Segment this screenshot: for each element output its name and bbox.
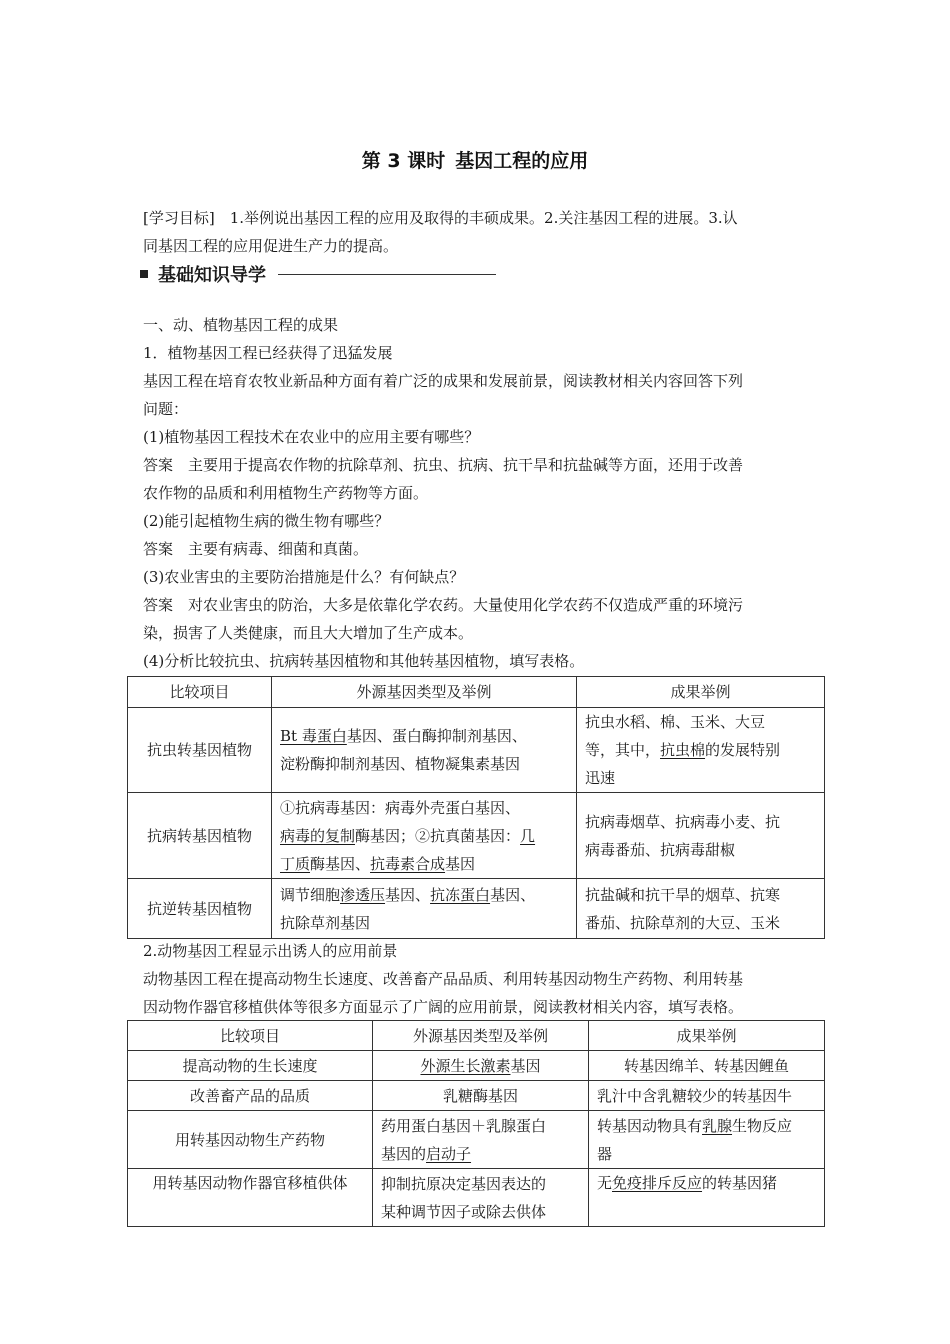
heading-1-1: 1．植物基因工程已经获得了迅猛发展 xyxy=(143,344,393,362)
row-item: 抗逆转基因植物 xyxy=(128,879,272,939)
row-genes: ①抗病毒基因：病毒外壳蛋白基因、 病毒的复制酶基因；②抗真菌基因：几 丁质酶基因、抗毒素合成基因 xyxy=(272,793,577,879)
row-result: 无免疫排斥反应的转基因猪 xyxy=(589,1169,825,1227)
page-title xyxy=(0,146,950,173)
row-item: 提高动物的生长速度 xyxy=(128,1051,373,1081)
row-result: 抗病毒烟草、抗病毒小麦、抗 病毒番茄、抗病毒甜椒 xyxy=(577,793,825,879)
row-item: 抗病转基因植物 xyxy=(128,793,272,879)
table-row xyxy=(128,793,825,879)
row-item: 抗虫转基因植物 xyxy=(128,708,272,793)
row-result: 转基因动物具有乳腺生物反应 器 xyxy=(589,1111,825,1169)
heading-1: 一、动、植物基因工程的成果 xyxy=(143,316,339,334)
table-header-row xyxy=(128,677,825,708)
answer-2: 答案 主要有病毒、细菌和真菌。 xyxy=(143,540,369,558)
intro-text: 问题： xyxy=(143,400,189,418)
intro-text: 动物基因工程在提高动物生长速度、改善畜产品品质、利用转基因动物生产药物、利用转基 xyxy=(143,970,744,988)
square-bullet-icon xyxy=(140,270,148,278)
table-row xyxy=(128,1051,825,1081)
lesson-number: 第 3 课时 xyxy=(361,150,446,172)
objectives-line2: 同基因工程的应用促进生产力的提高。 xyxy=(143,237,399,255)
lesson-topic: 基因工程的应用 xyxy=(455,150,589,172)
table-header: 成果举例 xyxy=(577,677,825,708)
section-heading-label: 基础知识导学 xyxy=(158,265,266,286)
table-header: 外源基因类型及举例 xyxy=(373,1021,589,1051)
answer-1: 答案 主要用于提高农作物的抗除草剂、抗虫、抗病、抗干旱和抗盐碱等方面，还用于改善 xyxy=(143,456,744,474)
question-3: (3)农业害虫的主要防治措施是什么？有何缺点？ xyxy=(143,568,465,586)
objectives-line1: 1.举例说出基因工程的应用及取得的丰硕成果。2.关注基因工程的进展。3.认 xyxy=(229,209,738,227)
question-1: (1)植物基因工程技术在农业中的应用主要有哪些？ xyxy=(143,428,480,446)
table-row xyxy=(128,1081,825,1111)
table-header: 比较项目 xyxy=(128,1021,373,1051)
objectives-label: [学习目标] xyxy=(143,209,215,227)
row-genes: 外源生长激素基因 xyxy=(373,1051,589,1081)
row-result: 抗虫水稻、棉、玉米、大豆 等，其中，抗虫棉的发展特别 迅速 xyxy=(577,708,825,793)
row-result: 抗盐碱和抗干旱的烟草、抗寒 番茄、抗除草剂的大豆、玉米 xyxy=(577,879,825,939)
question-2: (2)能引起植物生病的微生物有哪些？ xyxy=(143,512,390,530)
section-heading xyxy=(140,260,496,288)
plant-gene-table xyxy=(127,676,825,939)
row-genes: 乳糖酶基因 xyxy=(373,1081,589,1111)
animal-gene-table xyxy=(127,1020,825,1227)
table-row xyxy=(128,1169,825,1227)
row-result: 转基因绵羊、转基因鲤鱼 xyxy=(589,1051,825,1081)
table-row xyxy=(128,708,825,793)
row-genes: 抑制抗原决定基因表达的 某种调节因子或除去供体 xyxy=(373,1169,589,1227)
table-header-row xyxy=(128,1021,825,1051)
row-item: 用转基因动物作器官移植供体 xyxy=(128,1169,373,1227)
answer-3: 染，损害了人类健康，而且大大增加了生产成本。 xyxy=(143,624,474,642)
table-row xyxy=(128,879,825,939)
table-header: 比较项目 xyxy=(128,677,272,708)
heading-divider xyxy=(278,274,496,275)
row-genes: 调节细胞渗透压基因、抗冻蛋白基因、 抗除草剂基因 xyxy=(272,879,577,939)
row-genes: Bt 毒蛋白基因、蛋白酶抑制剂基因、 淀粉酶抑制剂基因、植物凝集素基因 xyxy=(272,708,577,793)
row-genes: 药用蛋白基因＋乳腺蛋白 基因的启动子 xyxy=(373,1111,589,1169)
heading-1-2: 2.动物基因工程显示出诱人的应用前景 xyxy=(143,942,398,960)
body-text-2 xyxy=(143,937,833,1021)
row-item: 用转基因动物生产药物 xyxy=(128,1111,373,1169)
learning-objectives xyxy=(143,204,833,260)
answer-3: 答案 对农业害虫的防治，大多是依靠化学农药。大量使用化学农药不仅造成严重的环境污 xyxy=(143,596,744,614)
body-text xyxy=(143,311,833,675)
table-row xyxy=(128,1111,825,1169)
answer-1: 农作物的品质和利用植物生产药物等方面。 xyxy=(143,484,429,502)
row-item: 改善畜产品的品质 xyxy=(128,1081,373,1111)
intro-text: 基因工程在培育农牧业新品种方面有着广泛的成果和发展前景，阅读教材相关内容回答下列 xyxy=(143,372,744,390)
intro-text: 因动物作器官移植供体等很多方面显示了广阔的应用前景，阅读教材相关内容，填写表格。 xyxy=(143,998,744,1016)
table-header: 外源基因类型及举例 xyxy=(272,677,577,708)
question-4: (4)分析比较抗虫、抗病转基因植物和其他转基因植物，填写表格。 xyxy=(143,652,585,670)
row-result: 乳汁中含乳糖较少的转基因牛 xyxy=(589,1081,825,1111)
table-header: 成果举例 xyxy=(589,1021,825,1051)
